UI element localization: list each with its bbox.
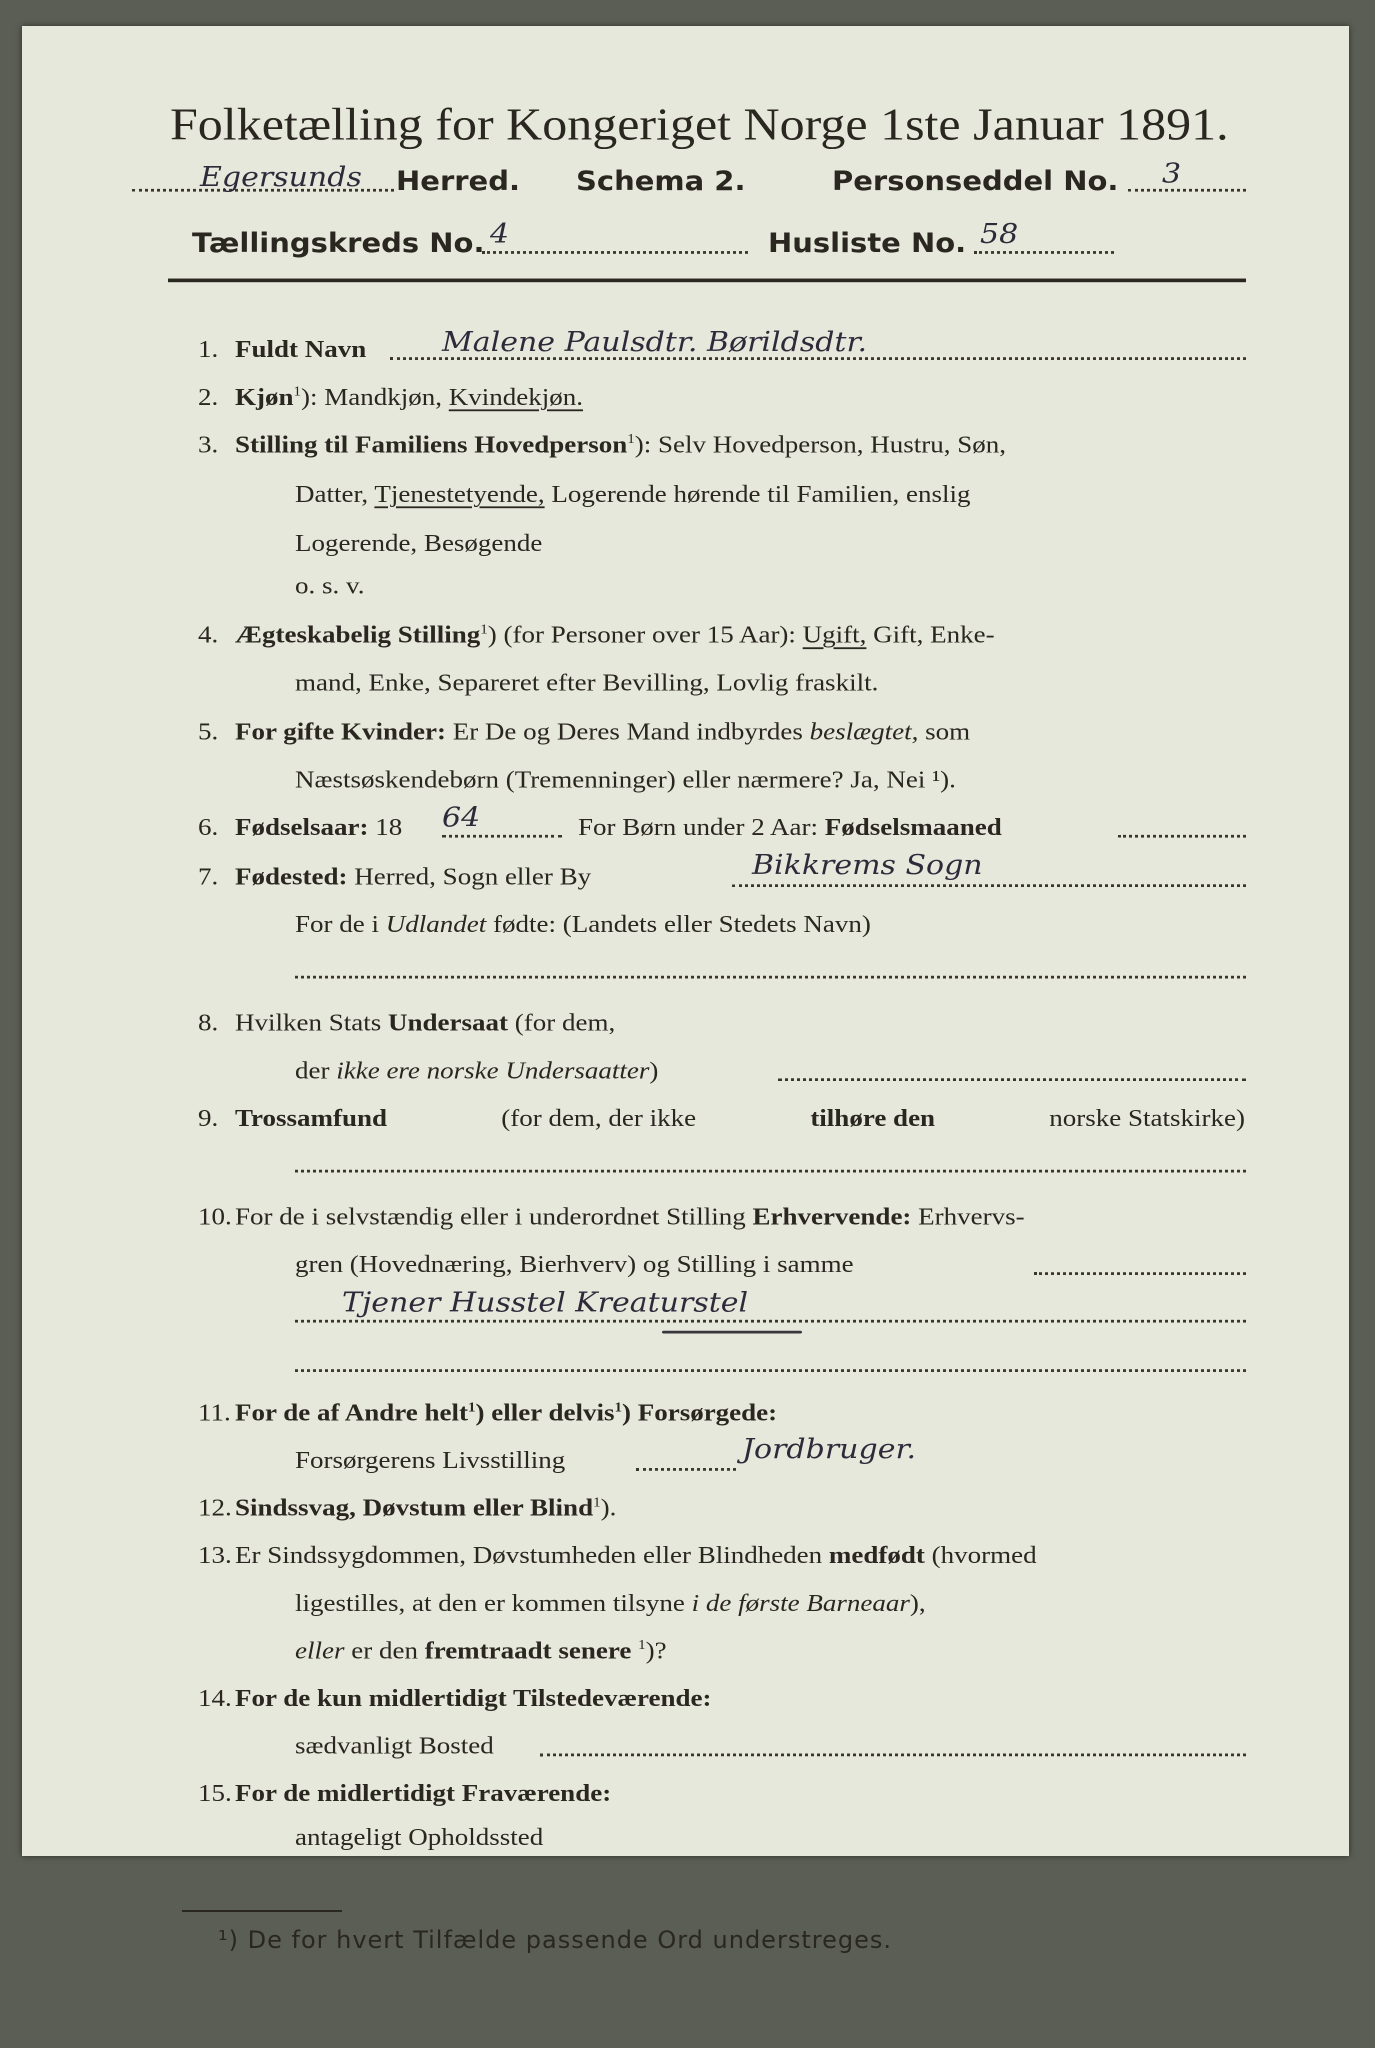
item-7-label: Fødested: Herred, Sogn eller By xyxy=(235,862,592,890)
personseddel-dotted-line xyxy=(1128,189,1246,192)
item-7-line-2: For de i Udlandet fødte: (Landets eller Stedets Navn) xyxy=(295,909,871,938)
item-7-dotted-line xyxy=(732,884,1246,887)
item-3-line-1: Stilling til Familiens Hovedperson$^1$): Selv Hovedperson, Hustru, Søn, xyxy=(235,430,1007,458)
item-13-number: 13. xyxy=(198,1541,232,1569)
item-15-number: 15. xyxy=(198,1779,232,1807)
item-3-line-4: o. s. v. xyxy=(295,571,365,599)
item-4-line-1: Ægteskabelig Stilling$^1$) (for Personer over 15 Aar): Ugift, Gift, Enke- xyxy=(235,620,995,649)
item-14-number: 14. xyxy=(198,1683,232,1712)
item-9-line-1: Trossamfund (for dem, der ikke tilhøre den norske Statskirke) xyxy=(235,1103,1245,1132)
kreds-number: 4 xyxy=(490,218,510,251)
item-6-label: Fødselsaar: 18 xyxy=(235,812,403,841)
item-4-underlined-choice: Ugift, xyxy=(802,620,867,649)
item-6-second-label: For Børn under 2 Aar: Fødselsmaaned xyxy=(578,812,1002,841)
item-14-line-2: sædvanligt Bosted xyxy=(295,1731,494,1760)
item-10-line-2: gren (Hovednæring, Bierhverv) og Stilling i samme xyxy=(295,1250,854,1278)
item-13-line-1: Er Sindssygdommen, Døvstumheden eller Blindheden medfødt (hvormed xyxy=(235,1541,1037,1569)
item-8-number: 8. xyxy=(198,1008,219,1037)
item-4-number: 4. xyxy=(198,620,219,649)
footnote-rule xyxy=(182,1910,342,1912)
item-1-label: Fuldt Navn xyxy=(235,335,367,363)
item-3-line-2: Datter, Tjenestetyende, Logerende hørende til Familien, enslig xyxy=(295,479,971,508)
item-11-line-1: For de af Andre helt$^1$) eller delvis$^1$) Forsørgede: xyxy=(235,1398,778,1426)
item-6-birth-year-handwritten: 64 xyxy=(442,801,481,834)
item-11-provider-occupation-handwritten: Jordbruger. xyxy=(742,1433,917,1466)
item-10-line-2-dotted xyxy=(1034,1272,1246,1275)
item-11-number: 11. xyxy=(198,1398,231,1426)
item-13-line-2: ligestilles, at den er kommen tilsyne i de første Barneaar), xyxy=(295,1588,926,1617)
item-3-line-3: Logerende, Besøgende xyxy=(295,529,543,557)
item-9-dotted-line xyxy=(295,1170,1246,1173)
item-11-line-2: Forsørgerens Livsstilling xyxy=(295,1446,566,1474)
item-6-year-dotted-line xyxy=(442,835,562,838)
item-7-birthplace-handwritten: Bikkrems Sogn xyxy=(752,849,983,882)
item-7-abroad-dotted-line xyxy=(295,976,1246,979)
item-13-line-3: eller er den fremtraadt senere $^1$)? xyxy=(295,1636,667,1664)
item-8-line-2: der ikke ere norske Undersaatter) xyxy=(295,1056,659,1084)
item-14-dotted-line xyxy=(540,1754,1246,1757)
personseddel-number: 3 xyxy=(1162,157,1182,190)
herred-handwritten: Egersunds xyxy=(200,161,362,194)
item-8-line-1: Hvilken Stats Undersaat (for dem, xyxy=(235,1008,616,1037)
item-2-number: 2. xyxy=(198,382,219,411)
kreds-label: Tællingskreds No. xyxy=(192,227,485,259)
header-rule xyxy=(168,279,1246,283)
item-10-line-1: For de i selvstændig eller i underordnet Stilling Erhvervende: Erhvervs- xyxy=(235,1202,1025,1231)
item-5-line-2: Næstsøskendebørn (Tremenninger) eller nærmere? Ja, Nei ¹). xyxy=(295,765,956,793)
husliste-dotted-line xyxy=(974,251,1114,254)
item-5-line-1: For gifte Kvinder: Er De og Deres Mand indbyrdes beslægtet, som xyxy=(235,717,971,746)
form-title: Folketælling for Kongeriget Norge 1ste Januar 1891. xyxy=(170,98,1229,150)
census-form-sheet xyxy=(22,26,1349,1856)
item-9-number: 9. xyxy=(198,1103,219,1132)
item-5-number: 5. xyxy=(198,717,219,746)
item-3-underlined-choice: Tjenestetyende, xyxy=(374,479,545,508)
personseddel-label: Personseddel No. xyxy=(832,165,1119,197)
husliste-label: Husliste No. xyxy=(768,227,967,259)
item-7-number: 7. xyxy=(198,862,219,890)
item-1-number: 1. xyxy=(198,335,219,363)
item-12-line-1: Sindssvag, Døvstum eller Blind$^1$). xyxy=(235,1493,617,1522)
item-10-occupation-handwritten: Tjener Husstel Kreaturstel xyxy=(342,1286,749,1319)
kreds-dotted-line xyxy=(482,251,748,254)
item-10-number: 10. xyxy=(198,1202,232,1231)
item-15-line-1: For de midlertidigt Fraværende: xyxy=(235,1779,612,1807)
footnote: ¹) De for hvert Tilfælde passende Ord understreges. xyxy=(218,1926,892,1954)
item-8-dotted-line xyxy=(778,1078,1246,1081)
item-2-underlined-choice: Kvindekjøn. xyxy=(448,382,584,411)
herred-label: Herred. xyxy=(396,165,520,197)
item-10-extra-dotted-line xyxy=(295,1369,1246,1372)
item-6-number: 6. xyxy=(198,812,219,841)
item-12-number: 12. xyxy=(198,1493,232,1522)
schema-label: Schema 2. xyxy=(576,165,746,197)
item-1-name-handwritten: Malene Paulsdtr. Børildsdtr. xyxy=(442,326,868,359)
husliste-number: 58 xyxy=(980,218,1019,251)
item-10-occupation-dotted-line xyxy=(295,1320,1246,1323)
item-3-number: 3. xyxy=(198,430,219,458)
item-4-line-2: mand, Enke, Separeret efter Bevilling, Lovlig fraskilt. xyxy=(295,668,879,696)
item-2-text: Kjøn$^1$): Mandkjøn, Kvindekjøn. xyxy=(235,382,584,411)
item-14-line-1: For de kun midlertidigt Tilstedeværende: xyxy=(235,1683,712,1712)
item-15-line-2: antageligt Opholdssted xyxy=(295,1823,544,1851)
item-6-month-dotted-line xyxy=(1118,835,1246,838)
item-11-dotted-line xyxy=(636,1468,736,1471)
item-10-handwritten-stroke xyxy=(662,1331,802,1334)
